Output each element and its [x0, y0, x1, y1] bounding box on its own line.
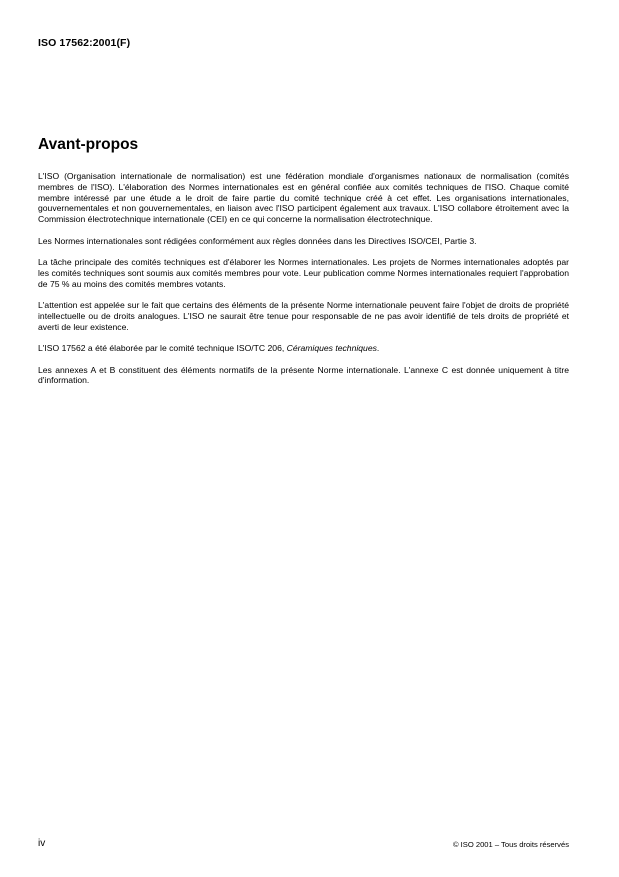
- paragraph-annexes: Les annexes A et B constituent des éléments normatifs de la présente Norme internationale. L'annexe C est donnée uniquement à titre d'information.: [38, 364, 569, 386]
- page-number: iv: [38, 838, 46, 849]
- copyright-notice: © ISO 2001 – Tous droits réservés: [452, 840, 569, 849]
- paragraph-iso-organisation: L'ISO (Organisation internationale de normalisation) est une fédération mondiale d'organismes nationaux de normalisation (comités membres de l'ISO). L'élaboration des Normes internationales est en général confiée aux comités techniques de l'ISO. Chaque comité membre intéressé par une étude a le droit de faire partie du comité technique créé à cet effet. Les organisations internationales, gouvernementales et non gouvernementales, en liaison avec l'ISO participent également aux travaux. L'ISO collabore étroitement avec la Commission électrotechnique internationale (CEI) en ce qui concerne la normalisation électrotechnique.: [38, 171, 569, 224]
- paragraph-prepared-by: [38, 343, 569, 354]
- paragraph-patent-rights: L'attention est appelée sur le fait que certains des éléments de la présente Norme internationale peuvent faire l'objet de droits de propriété intellectuelle ou de droits analogues. L'ISO ne saurait être tenue pour responsable de ne pas avoir identifié de tels droits de propriété et averti de leur existence.: [38, 300, 569, 332]
- section-title: Avant-propos: [38, 136, 139, 153]
- paragraph-drafting-rules: Les Normes internationales sont rédigées conformément aux règles données dans les Directives ISO/CEI, Partie 3.: [38, 235, 477, 246]
- prepared-by-text: L'ISO 17562 a été élaborée par le comité technique ISO/TC 206,: [38, 343, 287, 354]
- committee-title-italic: Céramiques techniques: [286, 343, 377, 354]
- prepared-by-end: .: [376, 343, 380, 354]
- document-id-header: ISO 17562:2001(F): [38, 37, 131, 49]
- foreword-body: [38, 171, 569, 386]
- paragraph-technical-committees: La tâche principale des comités techniques est d'élaborer les Normes internationales. Les projets de Normes internationales adoptés par les comités techniques sont soumis aux comités membres pour vote. Leur publication comme Normes internationales requiert l'approbation de 75 % au moins des comités membres votants.: [38, 257, 569, 289]
